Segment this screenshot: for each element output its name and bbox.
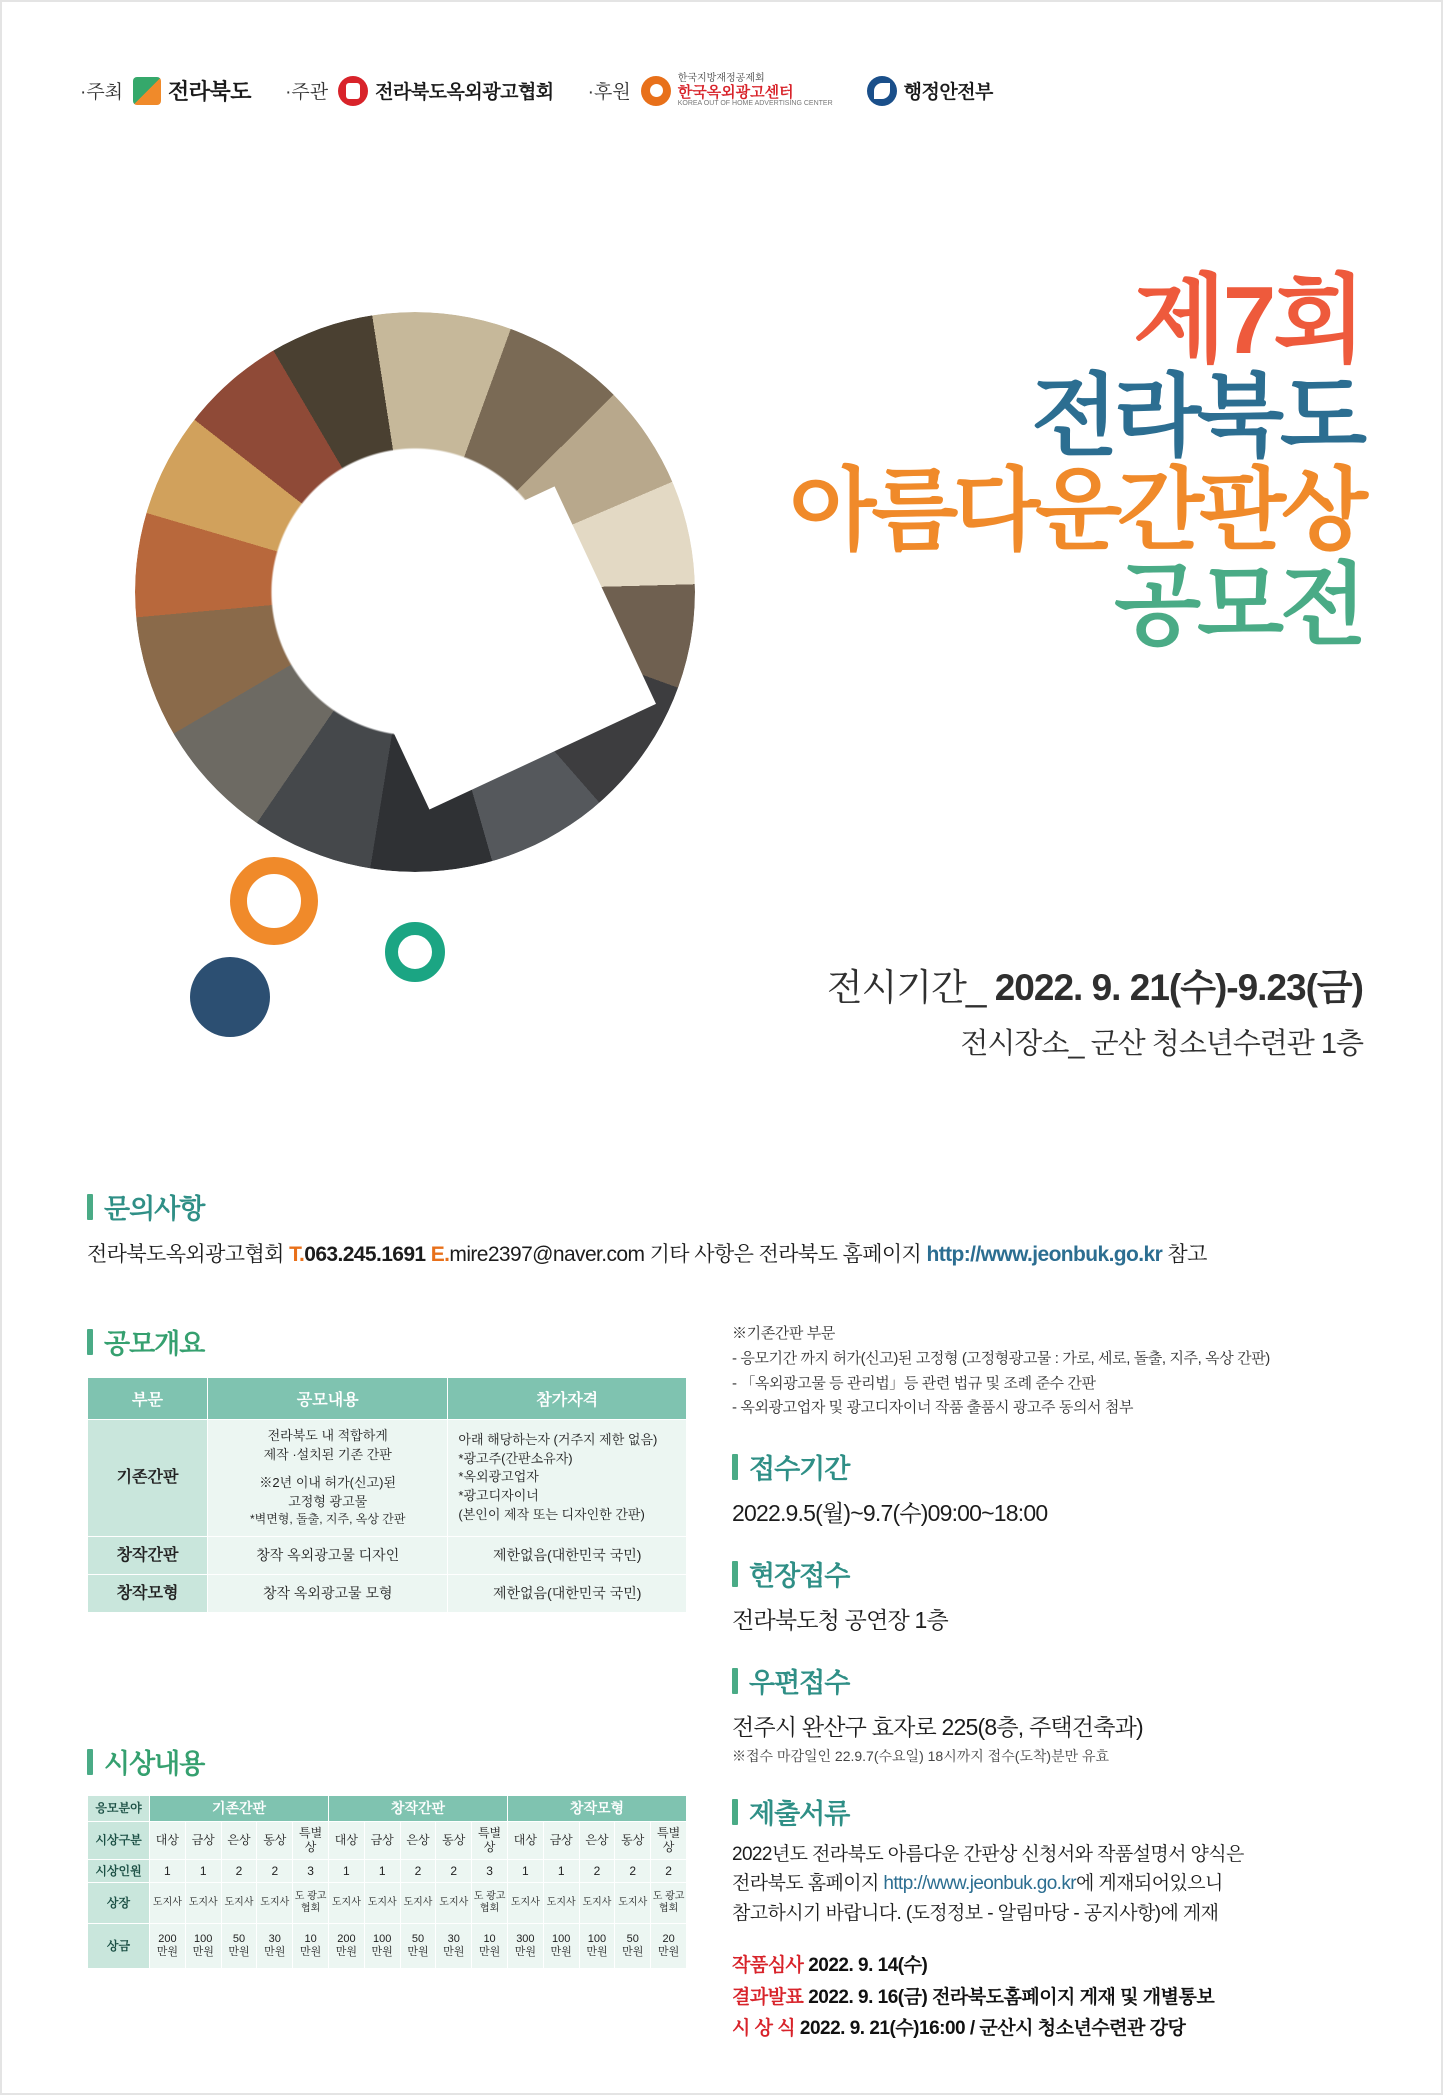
awards-money-5-num: 200 (337, 1932, 356, 1945)
awards-cert-10: 도지사 (507, 1882, 543, 1923)
awards-row-label-2: 상장 (88, 1882, 150, 1923)
awards-cert-7: 도지사 (400, 1882, 436, 1923)
overview-col-content: 공모내용 (208, 1378, 448, 1420)
mail-reception-block (732, 1661, 1382, 1766)
exhibition-period-value: 2022. 9. 21(수)-9.23(금) (994, 967, 1363, 1008)
awards-money-9-num: 10 (483, 1932, 496, 1945)
schedule-value-result: 2022. 9. 16(금) 전라북도홈페이지 게재 및 개별통보 (808, 1986, 1215, 2008)
awards-prize-1: 금상 (185, 1821, 221, 1859)
awards-count-9: 3 (472, 1859, 508, 1882)
awards-count-4: 3 (293, 1859, 329, 1882)
documents-line-2 (732, 1869, 1382, 1898)
awards-group-3: 창작모형 (507, 1796, 686, 1822)
exhibition-place-value: 군산 청소년수련관 1층 (1090, 1028, 1363, 1060)
awards-cert-9: 도 광고 협회 (472, 1882, 508, 1923)
table-row (88, 1536, 687, 1574)
schedule-list (732, 1950, 1382, 2044)
notes-title: ※기존간판 부문 (732, 1325, 835, 1342)
awards-prize-11: 금상 (543, 1821, 579, 1859)
awards-row-label-1: 시상인원 (88, 1859, 150, 1882)
awards-prize-2: 은상 (221, 1821, 257, 1859)
inquiry-middle-text: 기타 사항은 전라북도 홈페이지 (649, 1243, 922, 1266)
onsite-reception-block (732, 1554, 1382, 1635)
awards-count-3: 2 (257, 1859, 293, 1882)
awards-count-6: 1 (364, 1859, 400, 1882)
exhibition-period (663, 957, 1363, 1011)
awards-money-8-unit: 만원 (443, 1946, 465, 1959)
schedule-label-review: 작품심사 (732, 1955, 804, 1977)
awards-cert-12: 도지사 (579, 1882, 615, 1923)
right-column (732, 1322, 1382, 2044)
awards-money-3-unit: 만원 (264, 1946, 286, 1959)
inquiry-section (87, 1187, 1377, 1268)
awards-money-12-unit: 만원 (586, 1946, 608, 1959)
onsite-text: 전라북도청 공연장 1층 (732, 1607, 948, 1633)
exhibition-info (663, 957, 1363, 1062)
awards-money-7-num: 50 (411, 1932, 425, 1945)
onsite-heading: 현장접수 (732, 1554, 1382, 1593)
sponsor-name-line3: KOREA OUT OF HOME ADVERTISING CENTER (677, 100, 833, 108)
schedule-value-review: 2022. 9. 14(수) (808, 1955, 928, 1977)
awards-money-14 (651, 1923, 687, 1968)
organizer-sponsor-label: ·후원 (587, 82, 631, 104)
overview-col-qualify: 참가자격 (448, 1378, 687, 1420)
schedule-label-ceremony: 시 상 식 (732, 2018, 796, 2039)
awards-money-0 (150, 1923, 186, 1968)
mail-text: 전주시 완산구 효자로 225(8층, 주택건축과) (732, 1714, 1143, 1740)
inquiry-url[interactable]: http://www.jeonbuk.go.kr (926, 1243, 1163, 1266)
overview-row1-category: 기존간판 (88, 1420, 208, 1537)
awards-cert-6: 도지사 (364, 1882, 400, 1923)
awards-prize-row (88, 1821, 687, 1859)
awards-money-5-unit: 만원 (335, 1946, 358, 1959)
documents-line-3: 참고하시기 바랍니다. (도정정보 - 알림마당 - 공지사항)에 게재 (732, 1902, 1219, 1924)
awards-group-2: 창작간판 (328, 1796, 507, 1822)
awards-money-10-num: 300 (516, 1932, 535, 1945)
awards-count-row (88, 1859, 687, 1882)
awards-prize-10: 대상 (507, 1821, 543, 1859)
awards-row-label-0: 시상구분 (88, 1821, 150, 1859)
awards-cert-13: 도지사 (615, 1882, 651, 1923)
awards-count-0: 1 (150, 1859, 186, 1882)
documents-line-2-post: 에 게재되어있으니 (1076, 1873, 1223, 1895)
awards-prize-14: 특별상 (651, 1821, 687, 1859)
mail-subtext: ※접수 마감일인 22.9.7(수요일) 18시까지 접수(도착)분만 유효 (732, 1748, 1110, 1764)
organizer-sponsor-name (678, 74, 833, 108)
awards-money-2 (221, 1923, 257, 1968)
inquiry-org: 전라북도옥외광고협회 (87, 1243, 284, 1266)
awards-money-8-num: 30 (447, 1932, 460, 1945)
association-logo-icon (338, 76, 368, 106)
government-logo-icon (867, 76, 897, 106)
awards-money-3 (257, 1923, 293, 1968)
awards-count-2: 2 (221, 1859, 257, 1882)
organizer-ministry (867, 76, 993, 106)
awards-count-12: 2 (579, 1859, 615, 1882)
awards-prize-4: 특별상 (293, 1821, 329, 1859)
awards-money-1 (185, 1923, 221, 1968)
title-line-2: 전라북도 (1031, 366, 1363, 467)
awards-money-6 (364, 1923, 400, 1968)
awards-money-9 (472, 1923, 508, 1968)
overview-row2-content: 창작 옥외광고물 디자인 (208, 1536, 448, 1574)
awards-prize-8: 동상 (436, 1821, 472, 1859)
awards-count-8: 2 (436, 1859, 472, 1882)
organizer-host-name: 전라북도 (168, 79, 252, 105)
existing-sign-notes (732, 1322, 1382, 1421)
awards-money-12-num: 100 (587, 1932, 607, 1945)
organizer-manager-label: ·주관 (285, 82, 329, 104)
notes-line-3: - 옥외광고업자 및 광고디자이너 작품 출품시 광고주 동의서 첨부 (732, 1399, 1134, 1417)
awards-money-14-num: 20 (662, 1932, 675, 1945)
inquiry-heading: 문의사항 (87, 1187, 1377, 1226)
awards-money-1-unit: 만원 (192, 1946, 214, 1959)
overview-row2-qualify: 제한없음(대한민국 국민) (448, 1536, 687, 1574)
awards-money-7-unit: 만원 (407, 1946, 429, 1959)
awards-group-1: 기존간판 (150, 1796, 329, 1822)
awards-row-label-3: 상금 (88, 1923, 150, 1968)
overview-row1-qualify-l4: *광고디자이너 (458, 1488, 539, 1504)
overview-row3-content: 창작 옥외광고물 모형 (208, 1574, 448, 1612)
jeonbuk-logo-icon (133, 77, 161, 105)
reception-heading: 접수기간 (732, 1447, 1382, 1486)
sponsor-name-line1: 한국지방재정공제회 (677, 73, 765, 84)
schedule-item-ceremony (732, 2013, 1382, 2044)
awards-money-12 (579, 1923, 615, 1968)
title-line-4: 공모전 (1114, 555, 1363, 656)
awards-prize-0: 대상 (150, 1821, 186, 1859)
awards-section (87, 1742, 687, 1969)
awards-money-9-unit: 만원 (478, 1946, 501, 1959)
awards-money-3-num: 30 (268, 1932, 281, 1945)
organizer-manager (285, 76, 554, 106)
inquiry-tel-prefix: T. (289, 1243, 305, 1266)
overview-row1-content-l2: 제작 ·설치된 기존 간판 (263, 1446, 392, 1462)
documents-url[interactable]: http://www.jeonbuk.go.kr (883, 1873, 1076, 1895)
documents-heading: 제출서류 (732, 1792, 1382, 1831)
awards-money-11 (543, 1923, 579, 1968)
awards-count-10: 1 (507, 1859, 543, 1882)
overview-row3-qualify: 제한없음(대한민국 국민) (448, 1574, 687, 1612)
awards-cert-row (88, 1882, 687, 1923)
awards-money-13-num: 50 (626, 1932, 639, 1945)
awards-group-row (88, 1796, 687, 1822)
awards-heading: 시상내용 (87, 1742, 687, 1781)
overview-col-category: 부문 (88, 1378, 208, 1420)
awards-cert-0: 도지사 (150, 1882, 186, 1923)
documents-block (732, 1792, 1382, 2044)
overview-row1-qualify-l3: *옥외광고업자 (458, 1469, 539, 1485)
awards-cert-11: 도지사 (543, 1882, 579, 1923)
awards-cert-2: 도지사 (221, 1882, 257, 1923)
awards-money-13 (615, 1923, 651, 1968)
exhibition-period-label: 전시기간_ (826, 967, 986, 1008)
awards-money-11-unit: 만원 (550, 1946, 572, 1959)
awards-prize-5: 대상 (328, 1821, 364, 1859)
awards-count-5: 1 (328, 1859, 364, 1882)
overview-row1-qualify-l1: 아래 해당하는자 (거주지 제한 없음) (458, 1431, 658, 1447)
overview-row3-category: 창작모형 (88, 1574, 208, 1612)
organizer-host-label: ·주최 (80, 82, 124, 104)
awards-money-5 (328, 1923, 364, 1968)
hero-artwork (80, 302, 730, 1082)
awards-money-11-num: 100 (551, 1932, 571, 1945)
awards-money-13-unit: 만원 (622, 1946, 644, 1959)
awards-money-2-num: 50 (232, 1932, 246, 1945)
awards-money-4-num: 10 (304, 1932, 317, 1945)
navy-circle-accent (190, 957, 270, 1037)
overview-table-header-row (88, 1378, 687, 1420)
overview-row2-category: 창작간판 (88, 1536, 208, 1574)
exhibition-place (663, 1021, 1363, 1062)
orange-circle-accent (230, 857, 318, 945)
awards-money-0-num: 200 (158, 1932, 177, 1945)
overview-row1-content-l4: ※2년 이내 허가(신고)된 (259, 1474, 396, 1490)
title-line-1: 제7회 (1133, 267, 1363, 374)
awards-count-7: 2 (400, 1859, 436, 1882)
poster-title (763, 267, 1363, 656)
mail-heading: 우편접수 (732, 1661, 1382, 1700)
awards-money-6-unit: 만원 (371, 1946, 393, 1959)
awards-count-14: 2 (651, 1859, 687, 1882)
overview-row1-content-l5: 고정형 광고물 (288, 1493, 368, 1509)
awards-count-1: 1 (185, 1859, 221, 1882)
awards-money-14-unit: 만원 (657, 1946, 680, 1959)
overview-row1-content-l6: *벽면형, 돌출, 지주, 옥상 간판 (249, 1512, 406, 1527)
awards-money-10 (507, 1923, 543, 1968)
awards-money-10-unit: 만원 (514, 1946, 536, 1959)
awards-corner-label: 응모분야 (88, 1796, 150, 1822)
organizer-ministry-name: 행정안전부 (903, 82, 993, 104)
schedule-label-result: 결과발표 (732, 1986, 804, 2008)
inquiry-body (87, 1238, 1377, 1268)
awards-money-6-num: 100 (373, 1932, 392, 1945)
awards-prize-6: 금상 (364, 1821, 400, 1859)
awards-money-2-unit: 만원 (228, 1946, 250, 1959)
center-logo-icon (641, 76, 671, 106)
awards-money-0-unit: 만원 (156, 1946, 179, 1959)
awards-money-4-unit: 만원 (299, 1946, 322, 1959)
awards-money-row (88, 1923, 687, 1968)
awards-count-11: 1 (543, 1859, 579, 1882)
schedule-item-review (732, 1950, 1382, 1981)
awards-money-4 (293, 1923, 329, 1968)
organizer-sponsor (588, 74, 833, 108)
inquiry-email-prefix: E. (430, 1243, 450, 1266)
overview-row1-qualify-l2: *광고주(간판소유자) (458, 1450, 573, 1466)
organizer-host (80, 75, 251, 106)
schedule-item-result (732, 1982, 1382, 2013)
awards-cert-5: 도지사 (328, 1882, 364, 1923)
awards-table (87, 1795, 687, 1969)
notes-line-2: - 「옥외광고물 등 관리법」등 관련 법규 및 조례 준수 간판 (732, 1374, 1096, 1392)
title-line-3: 아름다운간판상 (789, 461, 1363, 562)
organizer-bar (80, 74, 1027, 108)
documents-line-2-pre: 전라북도 홈페이지 (732, 1873, 884, 1895)
awards-prize-12: 은상 (579, 1821, 615, 1859)
awards-cert-4: 도 광고 협회 (293, 1882, 329, 1923)
inquiry-email[interactable]: mire2397@naver.com (449, 1243, 645, 1266)
reception-period-block (732, 1447, 1382, 1528)
awards-cert-8: 도지사 (436, 1882, 472, 1923)
overview-row1-content-l1: 전라북도 내 적합하게 (267, 1428, 388, 1443)
table-row (88, 1574, 687, 1612)
reception-text: 2022.9.5(월)~9.7(수)09:00~18:00 (732, 1500, 1048, 1526)
awards-prize-7: 은상 (400, 1821, 436, 1859)
awards-cert-3: 도지사 (257, 1882, 293, 1923)
documents-line-1: 2022년도 전라북도 아름다운 간판상 신청서와 작품설명서 양식은 (732, 1844, 1244, 1865)
overview-table (87, 1377, 687, 1613)
awards-prize-9: 특별상 (472, 1821, 508, 1859)
teal-circle-accent (385, 922, 445, 982)
schedule-value-ceremony: 2022. 9. 21(수)16:00 / 군산시 청소년수련관 강당 (799, 2018, 1186, 2039)
awards-money-7 (400, 1923, 436, 1968)
table-row (88, 1420, 687, 1537)
awards-money-1-num: 100 (194, 1932, 213, 1945)
awards-prize-3: 동상 (257, 1821, 293, 1859)
inquiry-tel: 063.245.1691 (304, 1243, 426, 1266)
overview-heading: 공모개요 (87, 1322, 687, 1361)
awards-money-8 (436, 1923, 472, 1968)
notes-line-1: - 응모기간 까지 허가(신고)된 고정형 (고정형광고물 : 가로, 세로, 돌출, 지주, 옥상 간판) (732, 1349, 1270, 1367)
exhibition-place-label: 전시장소_ (960, 1028, 1084, 1060)
overview-section (87, 1322, 687, 1613)
organizer-manager-name: 전라북도옥외광고협회 (375, 82, 554, 104)
awards-cert-14: 도 광고 협회 (651, 1882, 687, 1923)
awards-prize-13: 동상 (615, 1821, 651, 1859)
sponsor-name-line2: 한국옥외광고센터 (677, 83, 794, 101)
awards-count-13: 2 (615, 1859, 651, 1882)
awards-cert-1: 도지사 (185, 1882, 221, 1923)
inquiry-suffix: 참고 (1167, 1243, 1207, 1266)
overview-row1-content (208, 1420, 448, 1537)
overview-row1-qualify (448, 1420, 687, 1537)
overview-row1-qualify-l5: (본인이 제작 또는 디자인한 간판) (458, 1507, 645, 1523)
